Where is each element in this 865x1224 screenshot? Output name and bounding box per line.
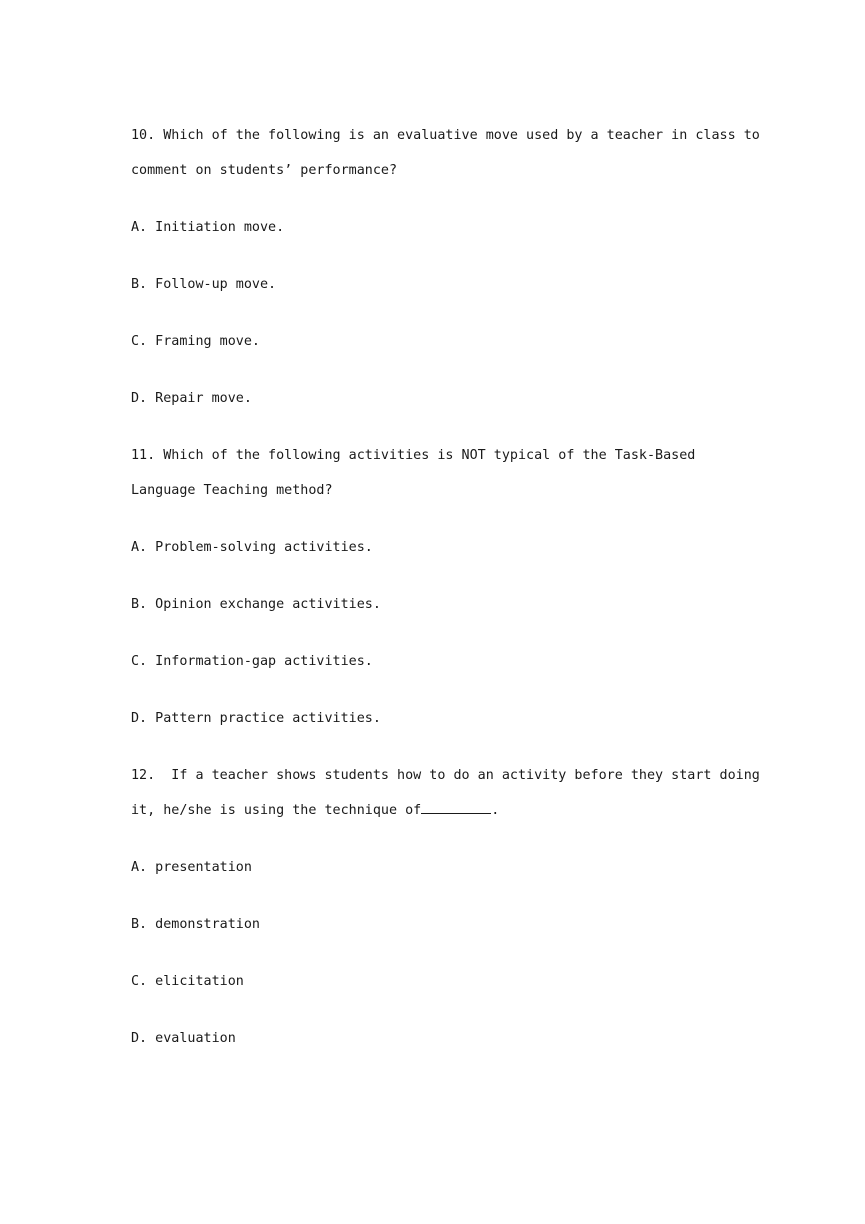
question-stem-line: 10. Which of the following is an evaluative move used by a teacher in class to — [131, 128, 760, 143]
option-c: C. elicitation — [131, 974, 244, 989]
question-stem-line-with-blank — [131, 793, 741, 828]
option-b: B. Opinion exchange activities. — [131, 597, 381, 612]
option-c: C. Information-gap activities. — [131, 654, 373, 669]
question-stem — [131, 438, 741, 508]
option-a: A. Initiation move. — [131, 220, 285, 235]
question-10 — [131, 118, 760, 416]
question-stem — [131, 758, 760, 828]
option-b: B. demonstration — [131, 917, 260, 932]
question-11 — [131, 438, 741, 736]
option-d: D. Pattern practice activities. — [131, 711, 381, 726]
option-d: D. evaluation — [131, 1031, 236, 1046]
answer-blank — [421, 801, 491, 814]
option-d: D. Repair move. — [131, 391, 252, 406]
question-stem-line: 12. If a teacher shows students how to do an activity before they start doing — [131, 768, 760, 783]
question-stem-text: it, he/she is using the technique of — [131, 803, 422, 818]
option-c: C. Framing move. — [131, 334, 260, 349]
option-a: A. Problem-solving activities. — [131, 540, 373, 555]
option-a: A. presentation — [131, 860, 252, 875]
question-stem-line: comment on students’ performance? — [131, 163, 398, 178]
question-stem-line: 11. Which of the following activities is NOT typical of the Task-Based — [131, 448, 696, 463]
question-stem — [131, 118, 760, 188]
question-stem-line: Language Teaching method? — [131, 483, 333, 498]
document-page — [131, 118, 760, 1078]
question-12 — [131, 758, 760, 1056]
option-b: B. Follow-up move. — [131, 277, 277, 292]
question-stem-tail: . — [491, 803, 500, 818]
